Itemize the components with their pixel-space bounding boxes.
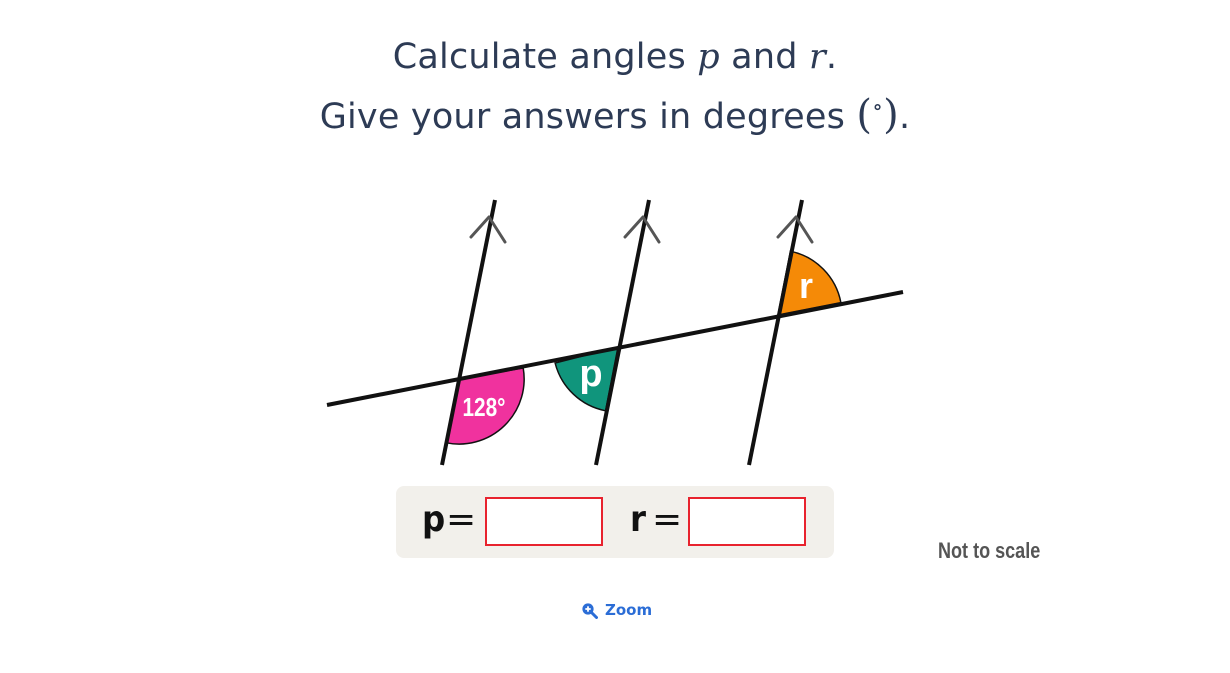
answer-panel — [396, 486, 834, 558]
question-line2-end: . — [898, 97, 911, 137]
degree-symbol: ∘ — [872, 95, 884, 120]
answer-equals-r: = — [652, 499, 683, 540]
zoom-in-icon — [581, 602, 598, 619]
question-period: . — [825, 37, 838, 77]
transversal-line — [327, 292, 903, 405]
answer-input-p[interactable] — [485, 497, 603, 546]
zoom-button[interactable] — [581, 601, 652, 619]
angle-p-label: p — [579, 353, 603, 395]
answer-equals-p: = — [446, 499, 477, 540]
question-instruction: Give your answers in degrees — [319, 97, 846, 137]
answer-input-r[interactable] — [688, 497, 806, 546]
paren-open: ( — [856, 92, 873, 138]
question-and: and — [731, 37, 798, 77]
angle-r-label: r — [798, 265, 814, 306]
variable-r: r — [808, 37, 826, 77]
answer-label-p: p — [422, 499, 446, 540]
answer-label-r: r — [630, 499, 646, 540]
question-prefix: Calculate angles — [392, 37, 686, 77]
parallel-line-3 — [749, 200, 802, 465]
paren-close: ) — [883, 92, 899, 138]
given-angle-label: 128° — [462, 392, 506, 422]
parallel-line-2 — [596, 200, 649, 465]
not-to-scale-note: Not to scale — [938, 538, 1041, 563]
variable-p: p — [697, 37, 720, 77]
zoom-label: Zoom — [605, 601, 653, 619]
